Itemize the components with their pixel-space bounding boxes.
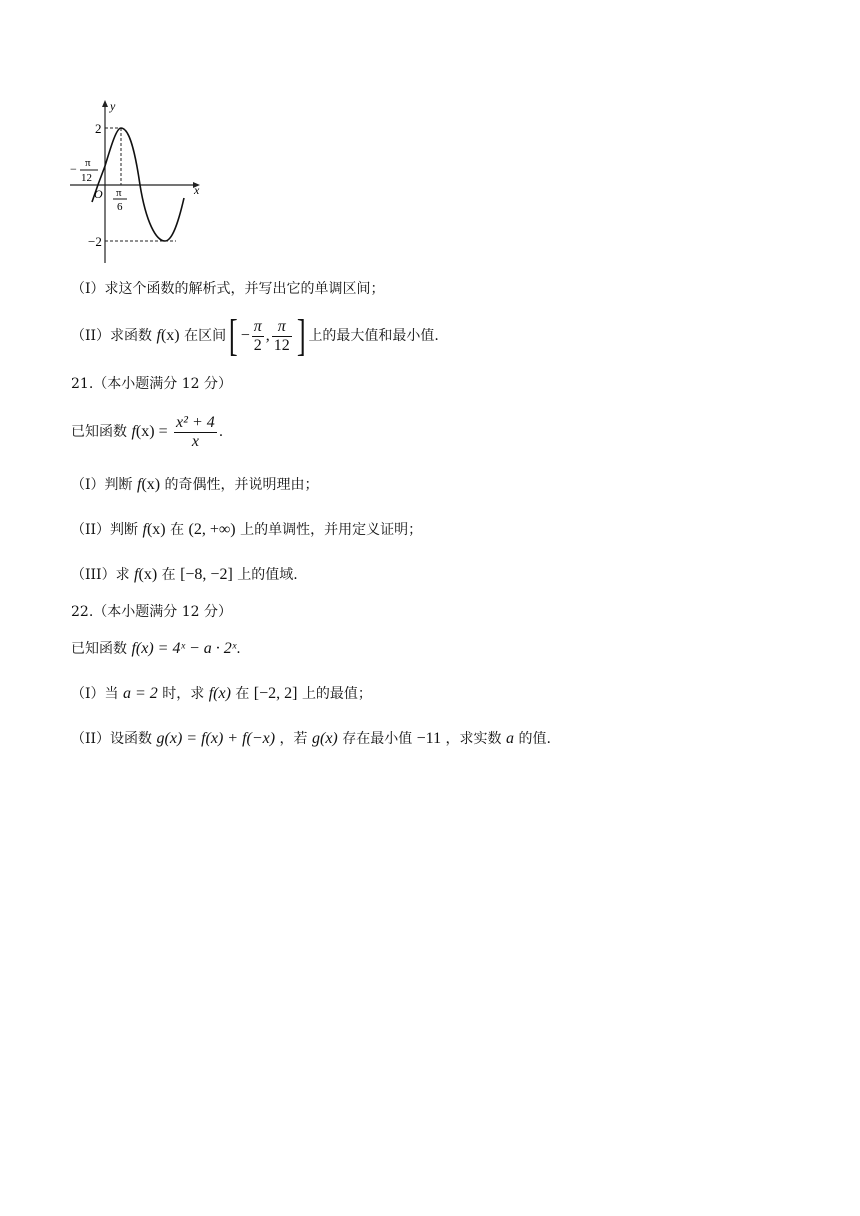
interval-right-num: π bbox=[272, 318, 292, 337]
q21-part2-interval: (2, +∞) bbox=[188, 521, 236, 538]
q21-given-lead: 已知函数 bbox=[71, 424, 127, 440]
q22-part1 bbox=[71, 684, 372, 704]
q22-part1-condition: a = 2 bbox=[122, 685, 158, 702]
q20-part2-mid: 在区间 bbox=[184, 328, 227, 344]
q21-part1-lead: （I）判断 bbox=[71, 477, 133, 493]
y-min-label: −2 bbox=[88, 234, 102, 249]
q22-period: . bbox=[236, 641, 241, 657]
q22-part2 bbox=[71, 729, 551, 749]
q21-fraction-num: x² + 4 bbox=[176, 413, 215, 431]
q22-part2-min: 存在最小值 bbox=[342, 731, 413, 747]
q21-part2 bbox=[71, 520, 422, 540]
q22-given-lead: 已知函数 bbox=[71, 641, 127, 657]
interval-minus: − bbox=[240, 327, 250, 344]
q22-part2-value: −11 bbox=[416, 730, 442, 747]
left-tick-denominator: 12 bbox=[81, 172, 92, 184]
q21-fraction-den: x bbox=[191, 432, 199, 450]
q20-part2-tail: 上的最大值和最小值. bbox=[308, 328, 439, 344]
q21-fraction bbox=[174, 414, 217, 451]
origin-label: O bbox=[94, 187, 103, 201]
left-tick-sign: − bbox=[70, 162, 77, 176]
q20-part2-f: f bbox=[156, 327, 161, 344]
mid-tick-denominator: 6 bbox=[117, 201, 123, 213]
q21-header-text: 21.（本小题满分 12 分） bbox=[71, 376, 232, 392]
q22-header bbox=[71, 602, 232, 622]
q22-part2-tail: 的值. bbox=[518, 731, 551, 747]
q21-part3-lead: （III）求 bbox=[71, 567, 130, 583]
q21-fx: (x) = bbox=[135, 423, 168, 440]
interval-left-den: 2 bbox=[253, 336, 262, 354]
q20-part2-x: (x) bbox=[160, 327, 180, 344]
right-bracket: ] bbox=[296, 311, 306, 360]
q21-part3 bbox=[71, 565, 298, 585]
q22-part2-lead: （II）设函数 bbox=[71, 731, 153, 747]
q22-part1-lead: （I）当 bbox=[71, 686, 119, 702]
q22-part1-fx: f(x) bbox=[208, 685, 231, 702]
q21-part2-x: (x) bbox=[146, 521, 166, 538]
q22-part2-expression: g(x) = f(x) + f(−x) bbox=[156, 730, 276, 747]
sine-graph-figure bbox=[68, 98, 208, 268]
y-max-label: 2 bbox=[95, 121, 102, 136]
q20-part1-text: （I）求这个函数的解析式，并写出它的单调区间； bbox=[71, 281, 385, 297]
q21-part1-tail: 的奇偶性，并说明理由； bbox=[164, 477, 319, 493]
interval-comma: , bbox=[265, 327, 270, 344]
q21-part1-f: f bbox=[136, 476, 142, 493]
q21-part1-x: (x) bbox=[141, 476, 161, 493]
interval-left-num: π bbox=[253, 317, 262, 335]
q21-part3-interval: [−8, −2] bbox=[180, 566, 233, 583]
left-tick-numerator: π bbox=[85, 157, 91, 169]
q21-given bbox=[71, 410, 223, 454]
q21-part2-tail: 上的单调性，并用定义证明； bbox=[240, 522, 423, 538]
q22-part1-in: 在 bbox=[235, 686, 250, 702]
q22-part2-if: ，若 bbox=[279, 731, 308, 747]
q22-given bbox=[71, 639, 241, 659]
x-axis-label: x bbox=[194, 183, 200, 197]
q21-part3-tail: 上的值域. bbox=[237, 567, 298, 583]
y-axis-label: y bbox=[110, 99, 116, 113]
q22-part1-interval: [−2, 2] bbox=[253, 685, 298, 702]
interval-left-fraction bbox=[252, 318, 264, 355]
q22-part1-mid: 时，求 bbox=[162, 686, 205, 702]
q21-part3-in: 在 bbox=[161, 567, 176, 583]
q22-part1-tail: 上的最值； bbox=[301, 686, 372, 702]
q20-part2 bbox=[71, 312, 439, 360]
q21-part3-f: f bbox=[134, 566, 139, 583]
q22-header-text: 22.（本小题满分 12 分） bbox=[71, 604, 232, 620]
q21-part3-x: (x) bbox=[138, 566, 158, 583]
q21-part2-f: f bbox=[142, 521, 147, 538]
left-bracket: [ bbox=[229, 311, 238, 360]
q21-period: . bbox=[218, 424, 224, 440]
q22-part2-ask: ，求实数 bbox=[445, 731, 502, 747]
q20-part1 bbox=[71, 279, 385, 299]
q21-part2-lead: （II）判断 bbox=[71, 522, 139, 538]
q22-expression: f(x) = 4ˣ − a · 2ˣ bbox=[131, 640, 237, 657]
q22-part2-gx: g(x) bbox=[311, 730, 338, 747]
q21-header bbox=[71, 374, 232, 394]
q21-f: f bbox=[131, 423, 136, 440]
q21-part1 bbox=[71, 475, 319, 495]
mid-tick-numerator: π bbox=[116, 187, 122, 199]
q21-part2-in: 在 bbox=[170, 522, 185, 538]
q22-part2-a: a bbox=[506, 730, 514, 747]
q20-part2-lead: （II）求函数 bbox=[71, 328, 153, 344]
interval-right-den: 12 bbox=[273, 336, 290, 354]
interval-right-fraction bbox=[272, 318, 292, 355]
